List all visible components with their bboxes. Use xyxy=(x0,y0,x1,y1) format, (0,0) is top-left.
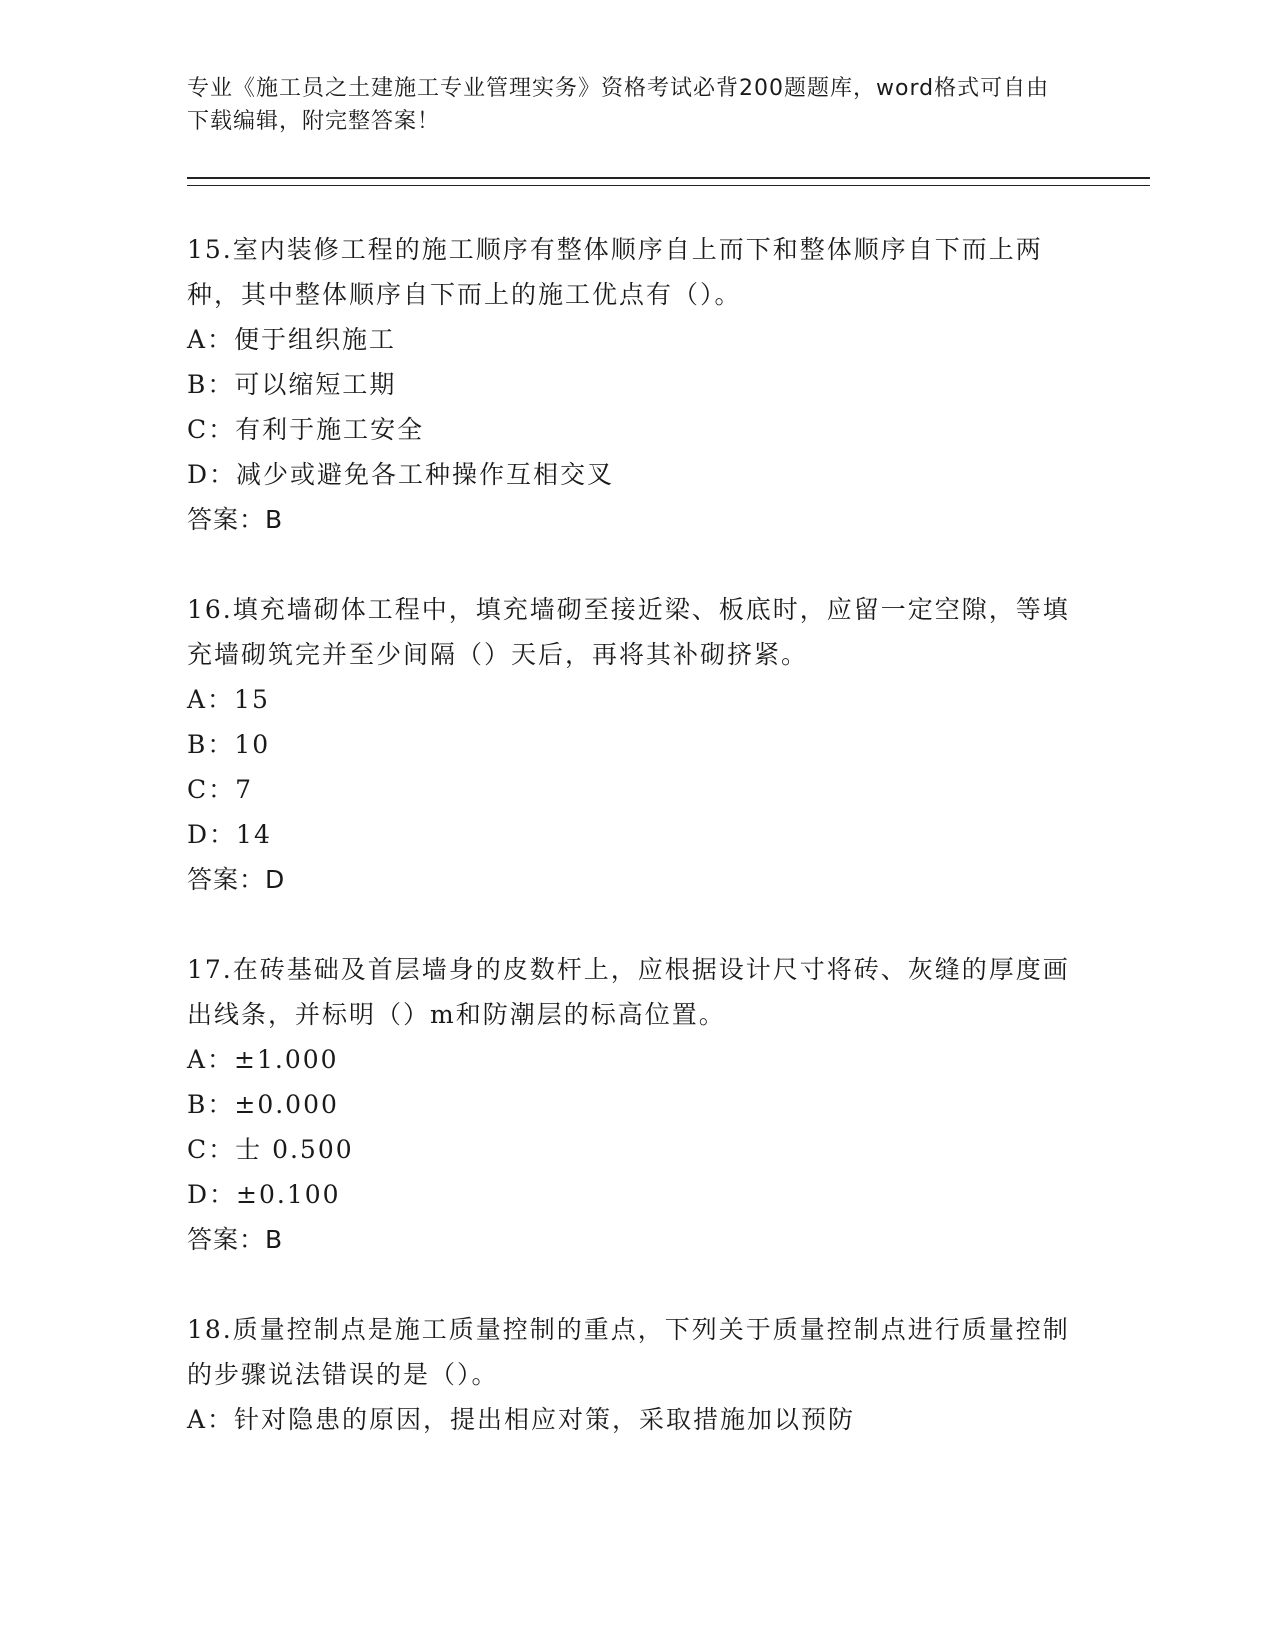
document-header: 专业《施工员之土建施工专业管理实务》资格考试必背200题题库，word格式可自由下载编辑，附完整答案！ xyxy=(187,76,1050,134)
option-c: C：7 xyxy=(187,775,254,804)
question-15 xyxy=(187,227,1087,542)
question-stem: 18.质量控制点是施工质量控制的重点，下列关于质量控制点进行质量控制的步骤说法错误的是（）。 xyxy=(187,1315,1070,1389)
answer-label: 答案：B xyxy=(187,505,284,534)
option-a: A：便于组织施工 xyxy=(187,325,397,354)
question-16 xyxy=(187,587,1087,902)
question-18 xyxy=(187,1307,1087,1442)
header-divider xyxy=(187,177,1150,186)
option-c: C：有利于施工安全 xyxy=(187,415,425,444)
question-17 xyxy=(187,947,1087,1262)
option-d: D：14 xyxy=(187,820,272,849)
option-c: C：士 0.500 xyxy=(187,1135,354,1164)
option-d: D：±0.100 xyxy=(187,1180,341,1209)
question-stem: 16.填充墙砌体工程中，填充墙砌至接近梁、板底时，应留一定空隙，等填充墙砌筑完并至少间隔（）天后，再将其补砌挤紧。 xyxy=(187,595,1070,669)
option-b: B：±0.000 xyxy=(187,1090,339,1119)
question-list xyxy=(187,227,1087,1487)
option-a: A：针对隐患的原因，提出相应对策，采取措施加以预防 xyxy=(187,1405,856,1434)
option-a: A：15 xyxy=(187,685,270,714)
answer-label: 答案：B xyxy=(187,1225,284,1254)
option-d: D：减少或避免各工种操作互相交叉 xyxy=(187,460,615,489)
question-stem: 15.室内装修工程的施工顺序有整体顺序自上而下和整体顺序自下而上两种，其中整体顺序自下而上的施工优点有（）。 xyxy=(187,235,1043,309)
question-stem: 17.在砖基础及首层墙身的皮数杆上，应根据设计尺寸将砖、灰缝的厚度画出线条，并标明（）m和防潮层的标高位置。 xyxy=(187,955,1070,1029)
option-b: B：10 xyxy=(187,730,271,759)
answer-label: 答案：D xyxy=(187,865,286,894)
option-a: A：±1.000 xyxy=(187,1045,339,1074)
option-b: B：可以缩短工期 xyxy=(187,370,397,399)
